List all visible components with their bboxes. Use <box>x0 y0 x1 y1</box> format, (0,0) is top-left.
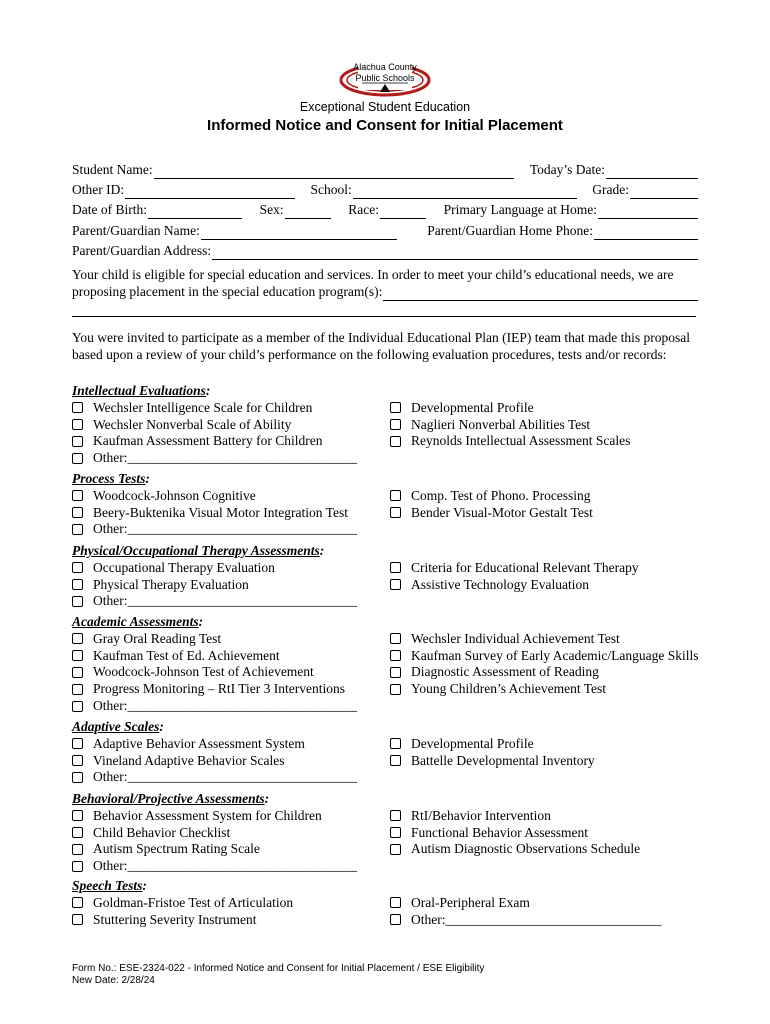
form-title: Informed Notice and Consent for Initial Placement <box>207 117 563 134</box>
checkbox[interactable] <box>72 402 83 413</box>
assessment-option[interactable] <box>72 769 357 785</box>
checkbox[interactable] <box>390 844 401 855</box>
checkbox[interactable] <box>72 897 83 908</box>
section-heading <box>72 471 150 487</box>
assessment-option[interactable] <box>72 505 348 521</box>
assessment-option[interactable] <box>72 648 280 664</box>
checkbox[interactable] <box>390 436 401 447</box>
assessment-option-label: Stuttering Severity Instrument <box>93 911 257 927</box>
assessment-option-label: Gray Oral Reading Test <box>93 630 222 646</box>
assessment-option-label: Functional Behavior Assessment <box>411 824 588 840</box>
section-heading-text: Academic Assessments <box>72 614 199 629</box>
assessment-option[interactable] <box>72 825 230 841</box>
assessment-option-label: Vineland Adaptive Behavior Scales <box>93 752 285 768</box>
checkbox[interactable] <box>390 755 401 766</box>
assessment-option-label: Progress Monitoring – RtI Tier 3 Interventions <box>93 681 345 697</box>
assessment-option-label: Assistive Technology Evaluation <box>411 576 590 592</box>
assessment-option-label: Young Children’s Achievement Test <box>411 681 607 697</box>
eligibility-line2-row <box>72 283 698 301</box>
checkbox[interactable] <box>72 755 83 766</box>
assessment-option-label: Battelle Developmental Inventory <box>411 752 595 768</box>
sex-field[interactable] <box>285 205 331 219</box>
sex-label: Sex: <box>259 202 284 217</box>
assessment-option[interactable] <box>72 664 314 680</box>
assessment-option[interactable] <box>72 577 249 593</box>
assessment-option[interactable] <box>72 433 322 449</box>
assessment-option[interactable] <box>390 753 595 769</box>
assessment-option[interactable] <box>72 560 275 576</box>
other-id-field[interactable] <box>125 185 295 199</box>
assessment-option[interactable] <box>72 450 357 466</box>
assessment-option[interactable] <box>390 736 534 752</box>
assessment-option-label: Other:__________________________________ <box>93 769 357 785</box>
section-heading-punct: : <box>142 878 147 893</box>
checkbox[interactable] <box>72 738 83 749</box>
assessment-option-label: Other:__________________________________ <box>93 858 357 874</box>
assessment-option[interactable] <box>72 417 291 433</box>
assessment-option[interactable] <box>72 488 256 504</box>
assessment-option-label: Bender Visual-Motor Gestalt Test <box>411 504 593 520</box>
dob-field[interactable] <box>148 205 242 219</box>
checkbox[interactable] <box>72 419 83 430</box>
row-ids <box>72 181 698 199</box>
eligibility-line2: proposing placement in the special education program(s): <box>72 284 383 299</box>
row-guardian <box>72 222 698 240</box>
checkbox[interactable] <box>390 579 401 590</box>
assessment-option-label: Other:__________________________________ <box>93 698 357 713</box>
checkbox[interactable] <box>72 453 83 464</box>
section-heading-text: Process Tests <box>72 471 146 486</box>
todays-date-label: Today’s Date: <box>529 162 605 177</box>
primary-language-field[interactable] <box>598 205 698 219</box>
section-heading <box>72 614 203 630</box>
guardian-phone-label: Parent/Guardian Home Phone: <box>427 223 593 238</box>
assessment-option-label: Woodcock-Johnson Test of Achievement <box>93 664 314 680</box>
assessment-option[interactable] <box>72 736 305 752</box>
assessment-option[interactable] <box>72 681 345 697</box>
checkbox[interactable] <box>72 827 83 838</box>
section-heading-text: Physical/Occupational Therapy Assessments <box>72 543 320 558</box>
assessment-option[interactable] <box>390 681 606 697</box>
assessment-option-label: Other:__________________________________ <box>93 593 357 609</box>
checkbox[interactable] <box>72 650 83 661</box>
checkbox[interactable] <box>72 772 83 783</box>
assessment-option-label: Child Behavior Checklist <box>93 824 231 840</box>
assessment-option-label: Kaufman Test of Ed. Achievement <box>93 647 280 663</box>
district-logo <box>336 58 434 100</box>
assessment-option[interactable] <box>72 698 357 714</box>
checkbox[interactable] <box>72 684 83 695</box>
assessment-option-label: Adaptive Behavior Assessment System <box>93 735 305 751</box>
section-heading-punct: : <box>264 791 270 806</box>
student-name-label: Student Name: <box>72 162 153 177</box>
checkbox[interactable] <box>390 402 401 413</box>
form-footer <box>72 963 484 987</box>
checkbox[interactable] <box>72 579 83 590</box>
assessment-option[interactable] <box>390 417 590 433</box>
district-logo-icon <box>336 58 434 100</box>
assessment-option-label: Woodcock-Johnson Cognitive <box>93 487 256 503</box>
checkbox[interactable] <box>390 738 401 749</box>
checkbox[interactable] <box>72 844 83 855</box>
checkbox[interactable] <box>72 914 83 925</box>
checkbox[interactable] <box>390 633 401 644</box>
assessment-option-label: Autism Diagnostic Observations Schedule <box>411 841 641 857</box>
assessment-option-label: Wechsler Individual Achievement Test <box>411 630 620 646</box>
assessment-option-label: Oral-Peripheral Exam <box>411 894 530 910</box>
race-label: Race: <box>348 202 380 217</box>
program-field[interactable] <box>383 287 698 301</box>
dob-label: Date of Birth: <box>72 202 147 217</box>
assessment-option-label: Developmental Profile <box>411 399 534 415</box>
section-heading-text: Speech Tests <box>72 878 143 893</box>
race-field[interactable] <box>380 205 426 219</box>
assessment-option[interactable] <box>390 433 630 449</box>
invited-paragraph: You were invited to participate as a member of the Individual Educational Plan (IEP) team that made this proposal based upon a review of your child’s performance on the following evaluation procedures, tests and/or records: <box>72 330 690 362</box>
guardian-name-label: Parent/Guardian Name: <box>72 223 200 238</box>
assessment-option-label: Behavior Assessment System for Children <box>93 807 322 823</box>
checkbox[interactable] <box>390 897 401 908</box>
department-name: Exceptional Student Education <box>299 100 471 114</box>
guardian-address-field[interactable] <box>212 246 698 260</box>
checkbox[interactable] <box>390 827 401 838</box>
section-heading <box>72 383 210 399</box>
guardian-phone-field[interactable] <box>594 226 698 240</box>
assessment-option[interactable] <box>72 912 256 928</box>
assessment-option[interactable] <box>390 808 551 824</box>
logo-text-line2: Public Schools <box>355 73 415 83</box>
assessment-option-label: Reynolds Intellectual Assessment Scales <box>411 433 631 449</box>
eligibility-line1: Your child is eligible for special education and services. In order to meet your child’s educational needs, we are <box>72 267 674 282</box>
checkbox[interactable] <box>390 914 401 925</box>
section-heading-punct: : <box>198 614 204 629</box>
grade-field[interactable] <box>630 185 698 199</box>
form-number: Form No.: ESE-2324-022 - Informed Notice and Consent for Initial Placement / ESE Eligibility <box>72 963 485 974</box>
assessment-option[interactable] <box>72 858 357 874</box>
checkbox[interactable] <box>390 562 401 573</box>
row-student <box>72 161 698 179</box>
assessment-option[interactable] <box>390 505 593 521</box>
school-field[interactable] <box>353 185 577 199</box>
checkbox[interactable] <box>72 524 83 535</box>
assessment-option[interactable] <box>390 560 639 576</box>
checkbox[interactable] <box>72 436 83 447</box>
checkbox[interactable] <box>390 490 401 501</box>
assessment-option[interactable] <box>390 664 599 680</box>
section-heading-punct: : <box>205 383 211 398</box>
assessment-option[interactable] <box>72 841 260 857</box>
assessment-option[interactable] <box>390 841 640 857</box>
checkbox[interactable] <box>390 810 401 821</box>
assessment-option[interactable] <box>72 631 221 647</box>
section-heading-text: Behavioral/Projective Assessments <box>72 791 265 806</box>
assessment-option[interactable] <box>390 895 530 911</box>
assessment-option-label: Diagnostic Assessment of Reading <box>411 664 599 680</box>
checkbox[interactable] <box>72 490 83 501</box>
assessment-option-label: RtI/Behavior Intervention <box>411 807 551 823</box>
assessment-option-label: Physical Therapy Evaluation <box>93 576 249 592</box>
checkbox[interactable] <box>390 650 401 661</box>
checkbox[interactable] <box>72 667 83 678</box>
section-heading <box>72 543 324 559</box>
school-label: School: <box>310 182 352 197</box>
section-heading-text: Intellectual Evaluations <box>72 383 206 398</box>
section-heading-punct: : <box>145 471 150 486</box>
assessment-option[interactable] <box>72 753 285 769</box>
assessment-option[interactable] <box>72 808 322 824</box>
assessment-option[interactable] <box>72 521 357 537</box>
assessment-option-label: Other:________________________________ <box>411 911 662 927</box>
student-name-field[interactable] <box>154 165 514 179</box>
guardian-address-label: Parent/Guardian Address: <box>72 243 212 258</box>
checkbox[interactable] <box>72 810 83 821</box>
assessment-option[interactable] <box>390 648 699 664</box>
checkbox[interactable] <box>72 507 83 518</box>
program-field-line2[interactable] <box>72 316 696 317</box>
section-heading-punct: : <box>159 719 164 734</box>
assessment-option-label: Occupational Therapy Evaluation <box>93 559 275 575</box>
assessment-option[interactable] <box>390 488 591 504</box>
assessment-option-label: Wechsler Intelligence Scale for Children <box>93 399 313 415</box>
assessment-option-label: Other:__________________________________ <box>93 450 357 466</box>
checkbox[interactable] <box>72 562 83 573</box>
assessment-option-label: Developmental Profile <box>411 735 534 751</box>
grade-label: Grade: <box>592 182 629 197</box>
assessment-option-label: Wechsler Nonverbal Scale of Ability <box>93 416 292 432</box>
assessment-option-label: Kaufman Assessment Battery for Children <box>93 433 323 449</box>
assessment-option[interactable] <box>390 912 662 928</box>
section-heading-punct: : <box>319 543 325 558</box>
assessment-option[interactable] <box>72 593 357 609</box>
assessment-option-label: Comp. Test of Phono. Processing <box>411 487 591 503</box>
assessment-option[interactable] <box>390 400 534 416</box>
row-demographics <box>72 201 698 219</box>
guardian-name-field[interactable] <box>201 226 397 240</box>
checkbox[interactable] <box>72 701 83 712</box>
checkbox[interactable] <box>72 596 83 607</box>
checkbox[interactable] <box>72 861 83 872</box>
assessment-option-label: Criteria for Educational Relevant Therapy <box>411 559 639 575</box>
assessment-option[interactable] <box>390 825 588 841</box>
checkbox[interactable] <box>390 684 401 695</box>
assessment-option[interactable] <box>72 400 312 416</box>
assessment-option-label: Goldman-Fristoe Test of Articulation <box>93 894 294 910</box>
logo-text-line1: Alachua County <box>353 62 417 72</box>
checkbox[interactable] <box>72 633 83 644</box>
todays-date-field[interactable] <box>606 165 698 179</box>
section-heading <box>72 719 164 735</box>
assessment-option-label: Naglieri Nonverbal Abilities Test <box>411 416 591 432</box>
assessment-option-label: Other:__________________________________ <box>93 521 357 537</box>
section-heading <box>72 791 269 807</box>
row-address <box>72 242 698 260</box>
assessment-option[interactable] <box>390 631 620 647</box>
primary-language-label: Primary Language at Home: <box>443 202 597 217</box>
assessment-option[interactable] <box>72 895 293 911</box>
assessment-option-label: Kaufman Survey of Early Academic/Language Skills <box>411 647 699 663</box>
other-id-label: Other ID: <box>72 182 125 197</box>
section-heading <box>72 878 147 894</box>
assessment-option[interactable] <box>390 577 589 593</box>
section-heading-text: Adaptive Scales <box>72 719 160 734</box>
assessment-option-label: Beery-Buktenika Visual Motor Integration Test <box>93 504 348 520</box>
checkbox[interactable] <box>390 419 401 430</box>
checkbox[interactable] <box>390 507 401 518</box>
form-date: New Date: 2/28/24 <box>72 975 155 986</box>
checkbox[interactable] <box>390 667 401 678</box>
assessment-option-label: Autism Spectrum Rating Scale <box>93 841 260 857</box>
